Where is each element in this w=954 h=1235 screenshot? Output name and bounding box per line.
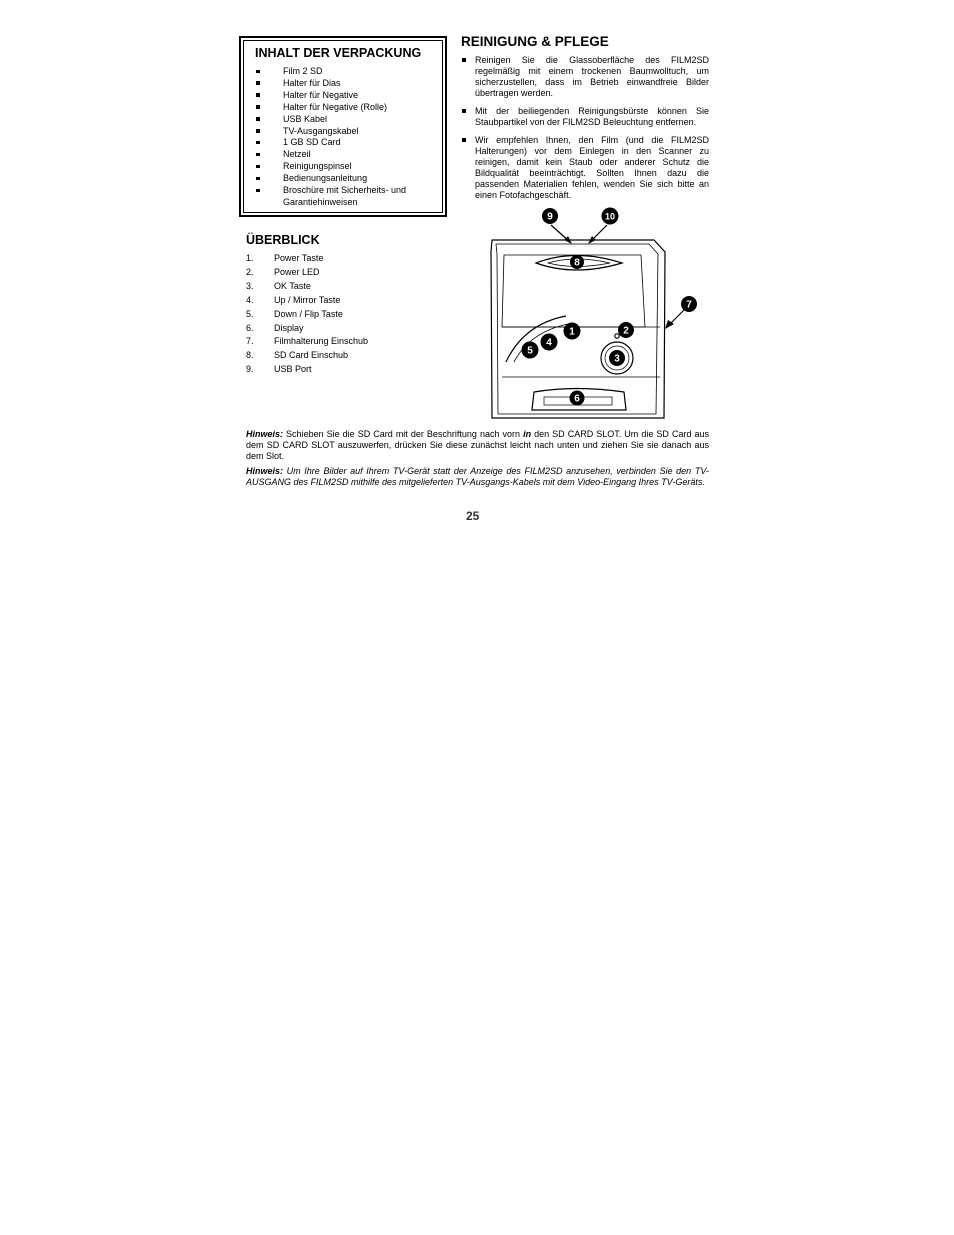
item-number: 7. (246, 336, 254, 347)
bullet-square-icon (256, 129, 260, 133)
list-item (246, 363, 446, 377)
bullet-square-icon (256, 105, 260, 109)
package-item-label: Halter für Negative (283, 89, 359, 100)
item-number: 3. (246, 280, 254, 291)
bullet-square-icon (256, 153, 260, 157)
bullet-square-icon (256, 189, 260, 193)
package-item-label: Bedienungsanleitung (283, 173, 368, 184)
package-contents-box (239, 36, 447, 217)
bullet-square-icon (256, 70, 260, 74)
callout-3-label: 3 (614, 353, 620, 365)
item-number: 1. (246, 253, 254, 263)
package-item-label: Reinigungspinsel (283, 161, 352, 172)
callout-9 (542, 208, 558, 224)
list-item (255, 102, 440, 114)
callout-6 (570, 391, 585, 406)
cleaning-list (461, 55, 709, 208)
callout-markers (522, 208, 698, 406)
note-tv-out (246, 466, 709, 488)
item-number: 2. (246, 266, 254, 277)
package-item-label: Broschüre mit Sicherheits- und Garantiehinweisen (283, 185, 407, 207)
list-item (255, 173, 440, 185)
list-item (461, 135, 709, 201)
list-item (461, 55, 709, 99)
list-item (246, 335, 446, 349)
item-label: USB Port (274, 364, 312, 375)
list-item (246, 266, 446, 280)
note-label: Hinweis: (246, 466, 284, 476)
callout-10 (602, 208, 619, 225)
list-item (255, 90, 440, 102)
list-item (246, 252, 446, 266)
bullet-square-icon (256, 141, 260, 145)
callout-8-label: 8 (574, 257, 580, 269)
note-emphasis: in (523, 429, 532, 439)
package-item-label: TV-Ausgangskabel (283, 125, 359, 136)
callout-2-label: 2 (623, 325, 629, 337)
item-number: 8. (246, 350, 254, 361)
callout-5-label: 5 (527, 345, 533, 357)
list-item (255, 78, 440, 90)
callout-7 (681, 296, 697, 312)
bullet-square-icon (256, 165, 260, 169)
callout-6-label: 6 (574, 393, 580, 405)
callout-4-label: 4 (546, 337, 552, 349)
power-led (615, 334, 619, 338)
callout-7-label: 7 (686, 299, 692, 311)
note-label: Hinweis: (246, 429, 284, 439)
item-number: 9. (246, 364, 254, 375)
device-diagram (484, 204, 700, 424)
package-item-label: Film 2 SD (283, 66, 323, 76)
list-item (255, 137, 440, 149)
item-label: SD Card Einschub (274, 350, 349, 361)
package-contents-title: INHALT DER VERPACKUNG (255, 46, 422, 60)
item-label: Display (274, 322, 304, 333)
cleaning-text: Mit der beiliegenden Reinigungsbürste können Sie Staubpartikel von der FILM2SD Beleuchtung entfernen. (475, 106, 709, 127)
bullet-square-icon (462, 138, 466, 142)
callout-10-label: 10 (604, 211, 616, 222)
overview-title: ÜBERBLICK (246, 233, 320, 247)
item-label: Power Taste (274, 253, 324, 263)
package-item-label: USB Kabel (283, 113, 328, 124)
list-item (255, 114, 440, 126)
item-label: Down / Flip Taste (274, 308, 343, 319)
callout-1 (564, 323, 581, 340)
bullet-square-icon (462, 109, 466, 113)
callout-9-label: 9 (547, 211, 553, 223)
cleaning-text: Wir empfehlen Ihnen, den Film (und die FILM2SD Halterungen) vor dem Einlegen in den Scanner zu reinigen, damit kein Staub oder anderer Schutz die Bildqualität beeinträchtigt. Sollten Ihnen dazu die passenden Materialien fehlen, wenden Sie sich bitte an einen Fotofachgeschäft. (475, 135, 709, 200)
callout-2 (618, 322, 634, 338)
item-number: 6. (246, 322, 254, 333)
note-text-after: den SD CARD SLOT. Um die SD Card aus dem SD CARD SLOT auszuwerfen, drücken Sie diese zunächst leicht nach unten und ziehen Sie sie danach aus dem Slot. (246, 429, 709, 462)
package-item-label: Halter für Dias (283, 77, 341, 88)
bullet-square-icon (462, 58, 466, 62)
list-item (255, 185, 440, 209)
callout-1-label: 1 (569, 326, 575, 338)
package-item-label: Netzeil (283, 149, 311, 160)
bullet-square-icon (256, 177, 260, 181)
bullet-square-icon (256, 117, 260, 121)
list-item (246, 308, 446, 322)
list-item (255, 66, 440, 78)
item-label: Filmhalterung Einschub (274, 336, 369, 347)
callout-3 (609, 350, 625, 366)
callout-5 (522, 342, 539, 359)
item-label: Up / Mirror Taste (274, 294, 341, 305)
list-item (461, 106, 709, 128)
page-number: 25 (466, 509, 480, 523)
package-contents-list (255, 66, 440, 209)
list-item (255, 161, 440, 173)
note-text-before: Schieben Sie die SD Card mit der Beschriftung nach vorn (283, 429, 524, 439)
note-sd-card (246, 429, 709, 463)
package-item-label: Halter für Negative (Rolle) (283, 101, 388, 112)
cleaning-text: Reinigen Sie die Glassoberfläche des FILM2SD regelmäßig mit einem trockenen Baumwolltuch, um sicherzustellen, dass im Betrieb einwandfreie Bilder übertragen werden. (475, 55, 709, 98)
list-item (246, 349, 446, 363)
item-number: 5. (246, 308, 254, 319)
list-item (246, 294, 446, 308)
list-item (255, 149, 440, 161)
bullet-square-icon (256, 81, 260, 85)
callout-4 (541, 334, 558, 351)
overview-list (246, 252, 446, 377)
item-label: OK Taste (274, 280, 311, 291)
bullet-square-icon (256, 93, 260, 97)
list-item (255, 126, 440, 138)
item-number: 4. (246, 294, 254, 305)
note-text: Um Ihre Bilder auf Ihrem TV-Gerät statt der Anzeige des FILM2SD anzusehen, verbinden Sie den TV-AUSGANG des FILM2SD mithilfe des mitgelieferten TV-Ausgangs-Kabels mit dem Video-Eingang Ihres TV-Geräts. (246, 466, 709, 488)
callout-8 (570, 255, 584, 269)
cleaning-title: REINIGUNG & PFLEGE (461, 34, 609, 49)
list-item (246, 322, 446, 336)
package-item-label: 1 GB SD Card (283, 137, 341, 148)
item-label: Power LED (274, 266, 320, 277)
list-item (246, 280, 446, 294)
